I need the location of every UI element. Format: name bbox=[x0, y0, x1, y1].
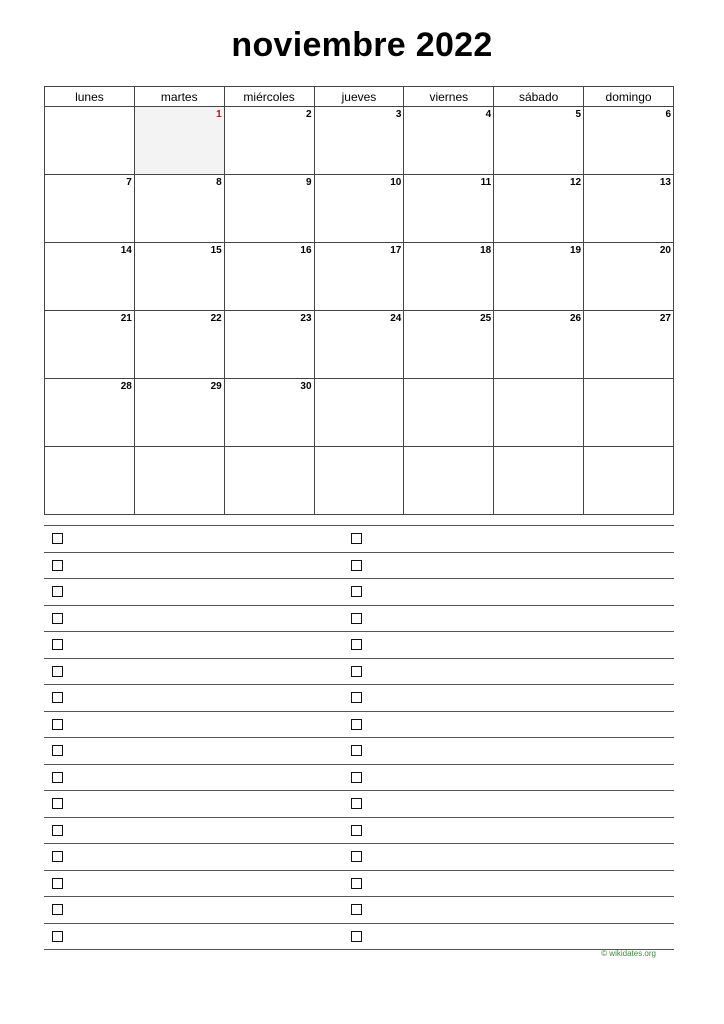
checkbox-icon[interactable] bbox=[52, 878, 63, 889]
weekday-header: viernes bbox=[404, 87, 494, 107]
weekday-header: miércoles bbox=[224, 87, 314, 107]
checkbox-icon[interactable] bbox=[351, 666, 362, 677]
task-row bbox=[44, 897, 674, 924]
task-row bbox=[44, 818, 674, 845]
task-row bbox=[44, 685, 674, 712]
weekday-header: martes bbox=[134, 87, 224, 107]
day-number bbox=[584, 447, 673, 461]
day-cell bbox=[404, 379, 494, 447]
checkbox-icon[interactable] bbox=[52, 639, 63, 650]
day-cell bbox=[584, 379, 674, 447]
day-cell bbox=[494, 175, 584, 243]
day-cell bbox=[494, 311, 584, 379]
day-cell bbox=[404, 447, 494, 515]
week-row bbox=[45, 379, 674, 447]
day-number bbox=[45, 447, 134, 461]
day-number: 27 bbox=[659, 313, 671, 324]
day-cell bbox=[404, 311, 494, 379]
day-number bbox=[494, 447, 583, 461]
day-number: 22 bbox=[210, 313, 222, 324]
task-row bbox=[44, 632, 674, 659]
day-cell bbox=[224, 243, 314, 311]
checkbox-icon[interactable] bbox=[351, 586, 362, 597]
day-number: 25 bbox=[480, 313, 492, 324]
checkbox-icon[interactable] bbox=[351, 613, 362, 624]
site-credit: © wikidates.org bbox=[601, 949, 656, 958]
day-number: 7 bbox=[126, 177, 132, 188]
day-cell bbox=[134, 243, 224, 311]
day-number: 30 bbox=[300, 381, 312, 392]
day-cell bbox=[45, 311, 135, 379]
task-row bbox=[44, 871, 674, 898]
calendar-grid bbox=[44, 86, 674, 515]
day-number: 28 bbox=[120, 381, 132, 392]
day-number bbox=[225, 447, 314, 461]
weekday-header: sábado bbox=[494, 87, 584, 107]
task-row bbox=[44, 553, 674, 580]
day-cell bbox=[224, 379, 314, 447]
checkbox-icon[interactable] bbox=[351, 931, 362, 942]
checkbox-icon[interactable] bbox=[52, 825, 63, 836]
day-number: 11 bbox=[480, 177, 492, 188]
day-cell bbox=[224, 447, 314, 515]
day-number bbox=[404, 447, 493, 461]
day-number: 10 bbox=[390, 177, 402, 188]
day-number bbox=[315, 379, 404, 393]
checkbox-icon[interactable] bbox=[52, 613, 63, 624]
day-cell bbox=[584, 447, 674, 515]
checkbox-icon[interactable] bbox=[351, 851, 362, 862]
day-number: 5 bbox=[575, 109, 582, 120]
week-row bbox=[45, 243, 674, 311]
day-cell bbox=[584, 107, 674, 175]
day-cell bbox=[45, 175, 135, 243]
checkbox-icon[interactable] bbox=[351, 560, 362, 571]
task-row bbox=[44, 712, 674, 739]
checkbox-icon[interactable] bbox=[351, 719, 362, 730]
day-cell bbox=[314, 311, 404, 379]
checkbox-icon[interactable] bbox=[52, 772, 63, 783]
weekday-header-row bbox=[45, 87, 674, 107]
task-row bbox=[44, 765, 674, 792]
checkbox-icon[interactable] bbox=[351, 745, 362, 756]
task-row bbox=[44, 738, 674, 765]
weekday-header: jueves bbox=[314, 87, 404, 107]
day-cell bbox=[134, 311, 224, 379]
task-row bbox=[44, 659, 674, 686]
day-cell bbox=[314, 107, 404, 175]
checkbox-icon[interactable] bbox=[351, 798, 362, 809]
day-number: 14 bbox=[120, 245, 132, 256]
day-cell bbox=[224, 311, 314, 379]
task-row bbox=[44, 606, 674, 633]
day-cell bbox=[494, 447, 584, 515]
week-row bbox=[45, 447, 674, 515]
weekday-header: lunes bbox=[45, 87, 135, 107]
day-number bbox=[135, 447, 224, 461]
day-number: 17 bbox=[390, 245, 402, 256]
day-number-highlighted: 1 bbox=[216, 109, 222, 120]
day-cell bbox=[404, 243, 494, 311]
day-cell bbox=[314, 379, 404, 447]
day-cell bbox=[45, 379, 135, 447]
checkbox-icon[interactable] bbox=[52, 719, 63, 730]
day-cell bbox=[45, 107, 135, 175]
checkbox-icon[interactable] bbox=[52, 560, 63, 571]
task-row bbox=[44, 924, 674, 951]
checkbox-icon[interactable] bbox=[52, 533, 63, 544]
day-number: 29 bbox=[210, 381, 222, 392]
day-number: 3 bbox=[395, 109, 402, 120]
checkbox-icon[interactable] bbox=[351, 825, 362, 836]
day-number bbox=[404, 379, 493, 393]
day-cell bbox=[494, 243, 584, 311]
day-cell bbox=[224, 175, 314, 243]
checkbox-icon[interactable] bbox=[351, 772, 362, 783]
week-row bbox=[45, 175, 674, 243]
task-row bbox=[44, 579, 674, 606]
checkbox-icon[interactable] bbox=[52, 745, 63, 756]
checkbox-icon[interactable] bbox=[52, 798, 63, 809]
day-cell bbox=[314, 243, 404, 311]
day-cell bbox=[584, 311, 674, 379]
day-cell bbox=[314, 175, 404, 243]
checkbox-icon[interactable] bbox=[351, 904, 362, 915]
day-cell bbox=[584, 175, 674, 243]
checkbox-icon[interactable] bbox=[52, 692, 63, 703]
day-number: 26 bbox=[569, 313, 582, 324]
checkbox-icon[interactable] bbox=[52, 904, 63, 915]
day-cell bbox=[494, 107, 584, 175]
day-number bbox=[45, 107, 134, 121]
task-row bbox=[44, 844, 674, 871]
day-cell bbox=[584, 243, 674, 311]
task-row bbox=[44, 791, 674, 818]
day-cell bbox=[45, 447, 135, 515]
day-cell bbox=[404, 107, 494, 175]
day-number: 4 bbox=[485, 109, 492, 120]
day-cell bbox=[134, 379, 224, 447]
checkbox-icon[interactable] bbox=[351, 692, 362, 703]
task-list bbox=[44, 525, 674, 950]
day-number: 2 bbox=[305, 109, 312, 120]
day-cell bbox=[314, 447, 404, 515]
checkbox-icon[interactable] bbox=[351, 878, 362, 889]
day-cell bbox=[134, 447, 224, 515]
day-cell bbox=[134, 175, 224, 243]
day-cell bbox=[45, 243, 135, 311]
day-number bbox=[584, 379, 673, 393]
weekday-header: domingo bbox=[584, 87, 674, 107]
day-cell bbox=[494, 379, 584, 447]
checkbox-icon[interactable] bbox=[52, 851, 63, 862]
day-number: 21 bbox=[120, 313, 132, 324]
day-number: 13 bbox=[659, 177, 671, 188]
day-number: 19 bbox=[569, 245, 582, 256]
day-number: 20 bbox=[659, 245, 671, 256]
day-cell bbox=[404, 175, 494, 243]
day-number: 24 bbox=[390, 313, 402, 324]
day-number: 23 bbox=[300, 313, 312, 324]
week-row bbox=[45, 311, 674, 379]
task-row bbox=[44, 526, 674, 553]
day-cell bbox=[224, 107, 314, 175]
week-row bbox=[45, 107, 674, 175]
day-number: 8 bbox=[216, 177, 222, 188]
checkbox-icon[interactable] bbox=[52, 586, 63, 597]
day-number: 12 bbox=[569, 177, 582, 188]
day-number: 18 bbox=[480, 245, 492, 256]
day-number bbox=[494, 379, 583, 393]
day-number: 15 bbox=[210, 245, 222, 256]
checkbox-icon[interactable] bbox=[52, 931, 63, 942]
day-number bbox=[315, 447, 404, 461]
day-number: 16 bbox=[300, 245, 312, 256]
checkbox-icon[interactable] bbox=[351, 533, 362, 544]
day-number: 9 bbox=[305, 177, 312, 188]
calendar-title: noviembre 2022 bbox=[231, 26, 493, 64]
checkbox-icon[interactable] bbox=[351, 639, 362, 650]
day-number: 6 bbox=[665, 109, 671, 120]
checkbox-icon[interactable] bbox=[52, 666, 63, 677]
day-cell-highlighted bbox=[134, 107, 224, 175]
